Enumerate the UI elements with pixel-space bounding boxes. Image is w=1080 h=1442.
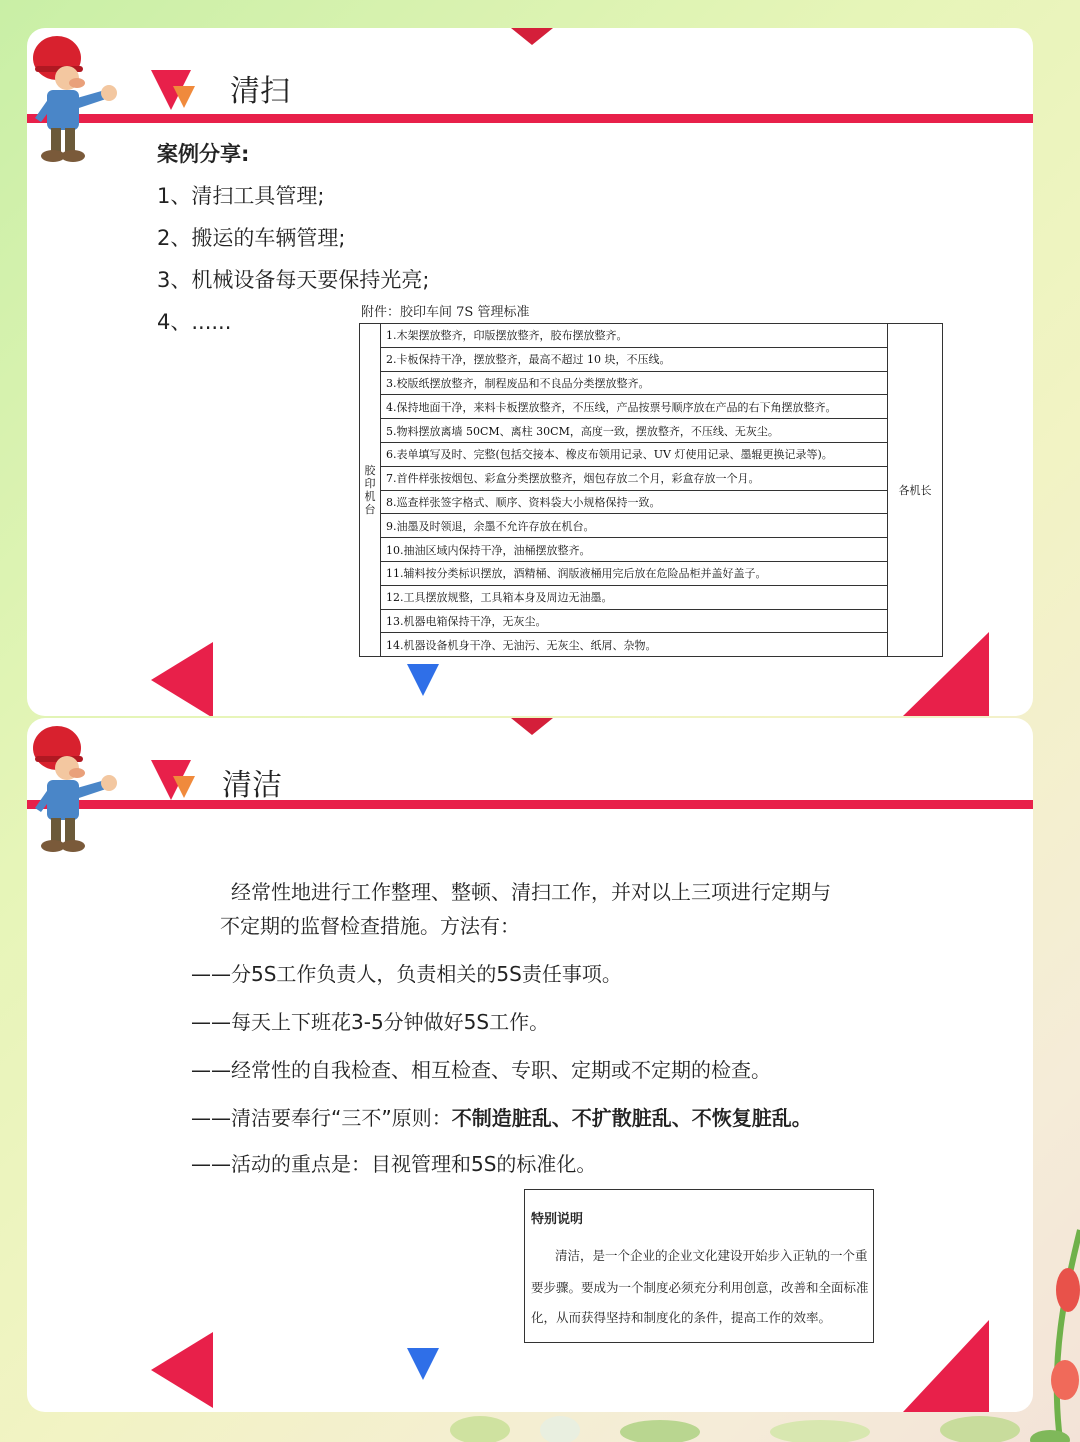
table-cell: 8.巡查样张签字格式、顺序、资料袋大小规格保持一致。 bbox=[381, 490, 888, 514]
list-item: 4、...... bbox=[157, 310, 232, 334]
triangle-marker-icon bbox=[903, 632, 989, 716]
standards-table bbox=[359, 323, 943, 657]
method-bullet: ——经常性的自我检查、相互检查、专职、定期或不定期的检查。 bbox=[191, 1058, 771, 1082]
table-row bbox=[360, 585, 943, 609]
triangle-marker-icon bbox=[511, 28, 553, 45]
list-item: 3、机械设备每天要保持光亮; bbox=[157, 268, 430, 292]
triangle-marker-icon bbox=[407, 664, 439, 696]
table-cell: 1.木架摆放整齐，印版摆放整齐，胶布摆放整齐。 bbox=[381, 324, 888, 348]
table-row bbox=[360, 538, 943, 562]
case-share-heading: 案例分享: bbox=[157, 142, 250, 166]
table-cell: 4.保持地面干净，来料卡板摆放整齐，不压线，产品按票号顺序放在产品的右下角摆放整齐。 bbox=[381, 395, 888, 419]
triangle-marker-icon bbox=[173, 776, 195, 798]
table-cell: 7.首件样张按烟包、彩盒分类摆放整齐，烟包存放二个月，彩盒存放一个月。 bbox=[381, 466, 888, 490]
table-left-label: 胶印机台 bbox=[360, 324, 381, 657]
method-bullet: ——每天上下班花3-5分钟做好5S工作。 bbox=[191, 1010, 550, 1034]
table-cell: 9.油墨及时领退，余墨不允许存放在机台。 bbox=[381, 514, 888, 538]
triangle-marker-icon bbox=[407, 1348, 439, 1380]
table-row bbox=[360, 371, 943, 395]
table-row bbox=[360, 609, 943, 633]
intro-line: 经常性地进行工作整理、整顿、清扫工作，并对以上三项进行定期与 bbox=[231, 880, 831, 904]
slide-cleanliness bbox=[27, 718, 1033, 1412]
table-cell: 11.辅料按分类标识摆放，酒精桶、润版液桶用完后放在危险品柜并盖好盖子。 bbox=[381, 561, 888, 585]
list-item: 1、清扫工具管理; bbox=[157, 184, 325, 208]
triangle-marker-icon bbox=[151, 1332, 213, 1408]
mascot-worker-icon bbox=[27, 718, 137, 858]
table-right-label: 各机长 bbox=[888, 324, 943, 657]
table-cell: 3.校版纸摆放整齐，制程废品和不良品分类摆放整齐。 bbox=[381, 371, 888, 395]
section-title: 清洁 bbox=[222, 768, 282, 803]
header-red-bar bbox=[27, 800, 1033, 809]
list-item: 2、搬运的车辆管理; bbox=[157, 226, 346, 250]
table-row bbox=[360, 490, 943, 514]
slide-cleaning bbox=[27, 28, 1033, 716]
table-cell: 6.表单填写及时、完整(包括交接本、橡皮布领用记录、UV 灯使用记录、墨辊更换记录等)。 bbox=[381, 442, 888, 466]
table-row bbox=[360, 395, 943, 419]
mascot-worker-icon bbox=[27, 28, 137, 168]
table-caption: 附件：胶印车间 7S 管理标准 bbox=[361, 305, 530, 320]
header-red-bar bbox=[27, 114, 1033, 123]
intro-line: 不定期的监督检查措施。方法有： bbox=[220, 914, 520, 938]
note-title: 特别说明 bbox=[531, 1212, 584, 1227]
table-row bbox=[360, 442, 943, 466]
bottom-flower-decoration bbox=[440, 1412, 1040, 1442]
table-cell: 10.抽油区域内保持干净，油桶摆放整齐。 bbox=[381, 538, 888, 562]
note-line: 要步骤。要成为一个制度必须充分利用创意，改善和全面标准 bbox=[531, 1280, 869, 1295]
method-bullet: ——分5S工作负责人，负责相关的5S责任事项。 bbox=[191, 962, 622, 986]
table-cell: 12.工具摆放规整，工具箱本身及周边无油墨。 bbox=[381, 585, 888, 609]
principle-prefix: ——清洁要奉行“三不”原则： bbox=[191, 1106, 452, 1130]
table-cell: 13.机器电箱保持干净，无灰尘。 bbox=[381, 609, 888, 633]
triangle-marker-icon bbox=[173, 86, 195, 108]
table-row bbox=[360, 347, 943, 371]
method-bullet: ——活动的重点是：目视管理和5S的标准化。 bbox=[191, 1152, 597, 1176]
table-row bbox=[360, 324, 943, 348]
table-cell: 2.卡板保持干净，摆放整齐，最高不超过 10 块，不压线。 bbox=[381, 347, 888, 371]
table-cell: 5.物料摆放离墙 50CM、离柱 30CM，高度一致，摆放整齐，不压线、无灰尘。 bbox=[381, 419, 888, 443]
method-bullet bbox=[191, 1102, 812, 1131]
special-note-box bbox=[524, 1189, 874, 1343]
table-row bbox=[360, 561, 943, 585]
table-cell: 14.机器设备机身干净、无油污、无灰尘、纸屑、杂物。 bbox=[381, 633, 888, 657]
table-row bbox=[360, 514, 943, 538]
principle-bold: 不制造脏乱、不扩散脏乱、不恢复脏乱。 bbox=[451, 1106, 812, 1130]
table-row bbox=[360, 633, 943, 657]
note-line: 化，从而获得坚持和制度化的条件，提高工作的效率。 bbox=[531, 1310, 832, 1325]
triangle-marker-icon bbox=[903, 1320, 989, 1412]
table-row bbox=[360, 419, 943, 443]
section-title: 清扫 bbox=[230, 74, 290, 109]
triangle-marker-icon bbox=[151, 642, 213, 716]
table-row bbox=[360, 466, 943, 490]
note-line: 清洁，是一个企业的企业文化建设开始步入正轨的一个重 bbox=[555, 1248, 868, 1263]
triangle-marker-icon bbox=[511, 718, 553, 735]
